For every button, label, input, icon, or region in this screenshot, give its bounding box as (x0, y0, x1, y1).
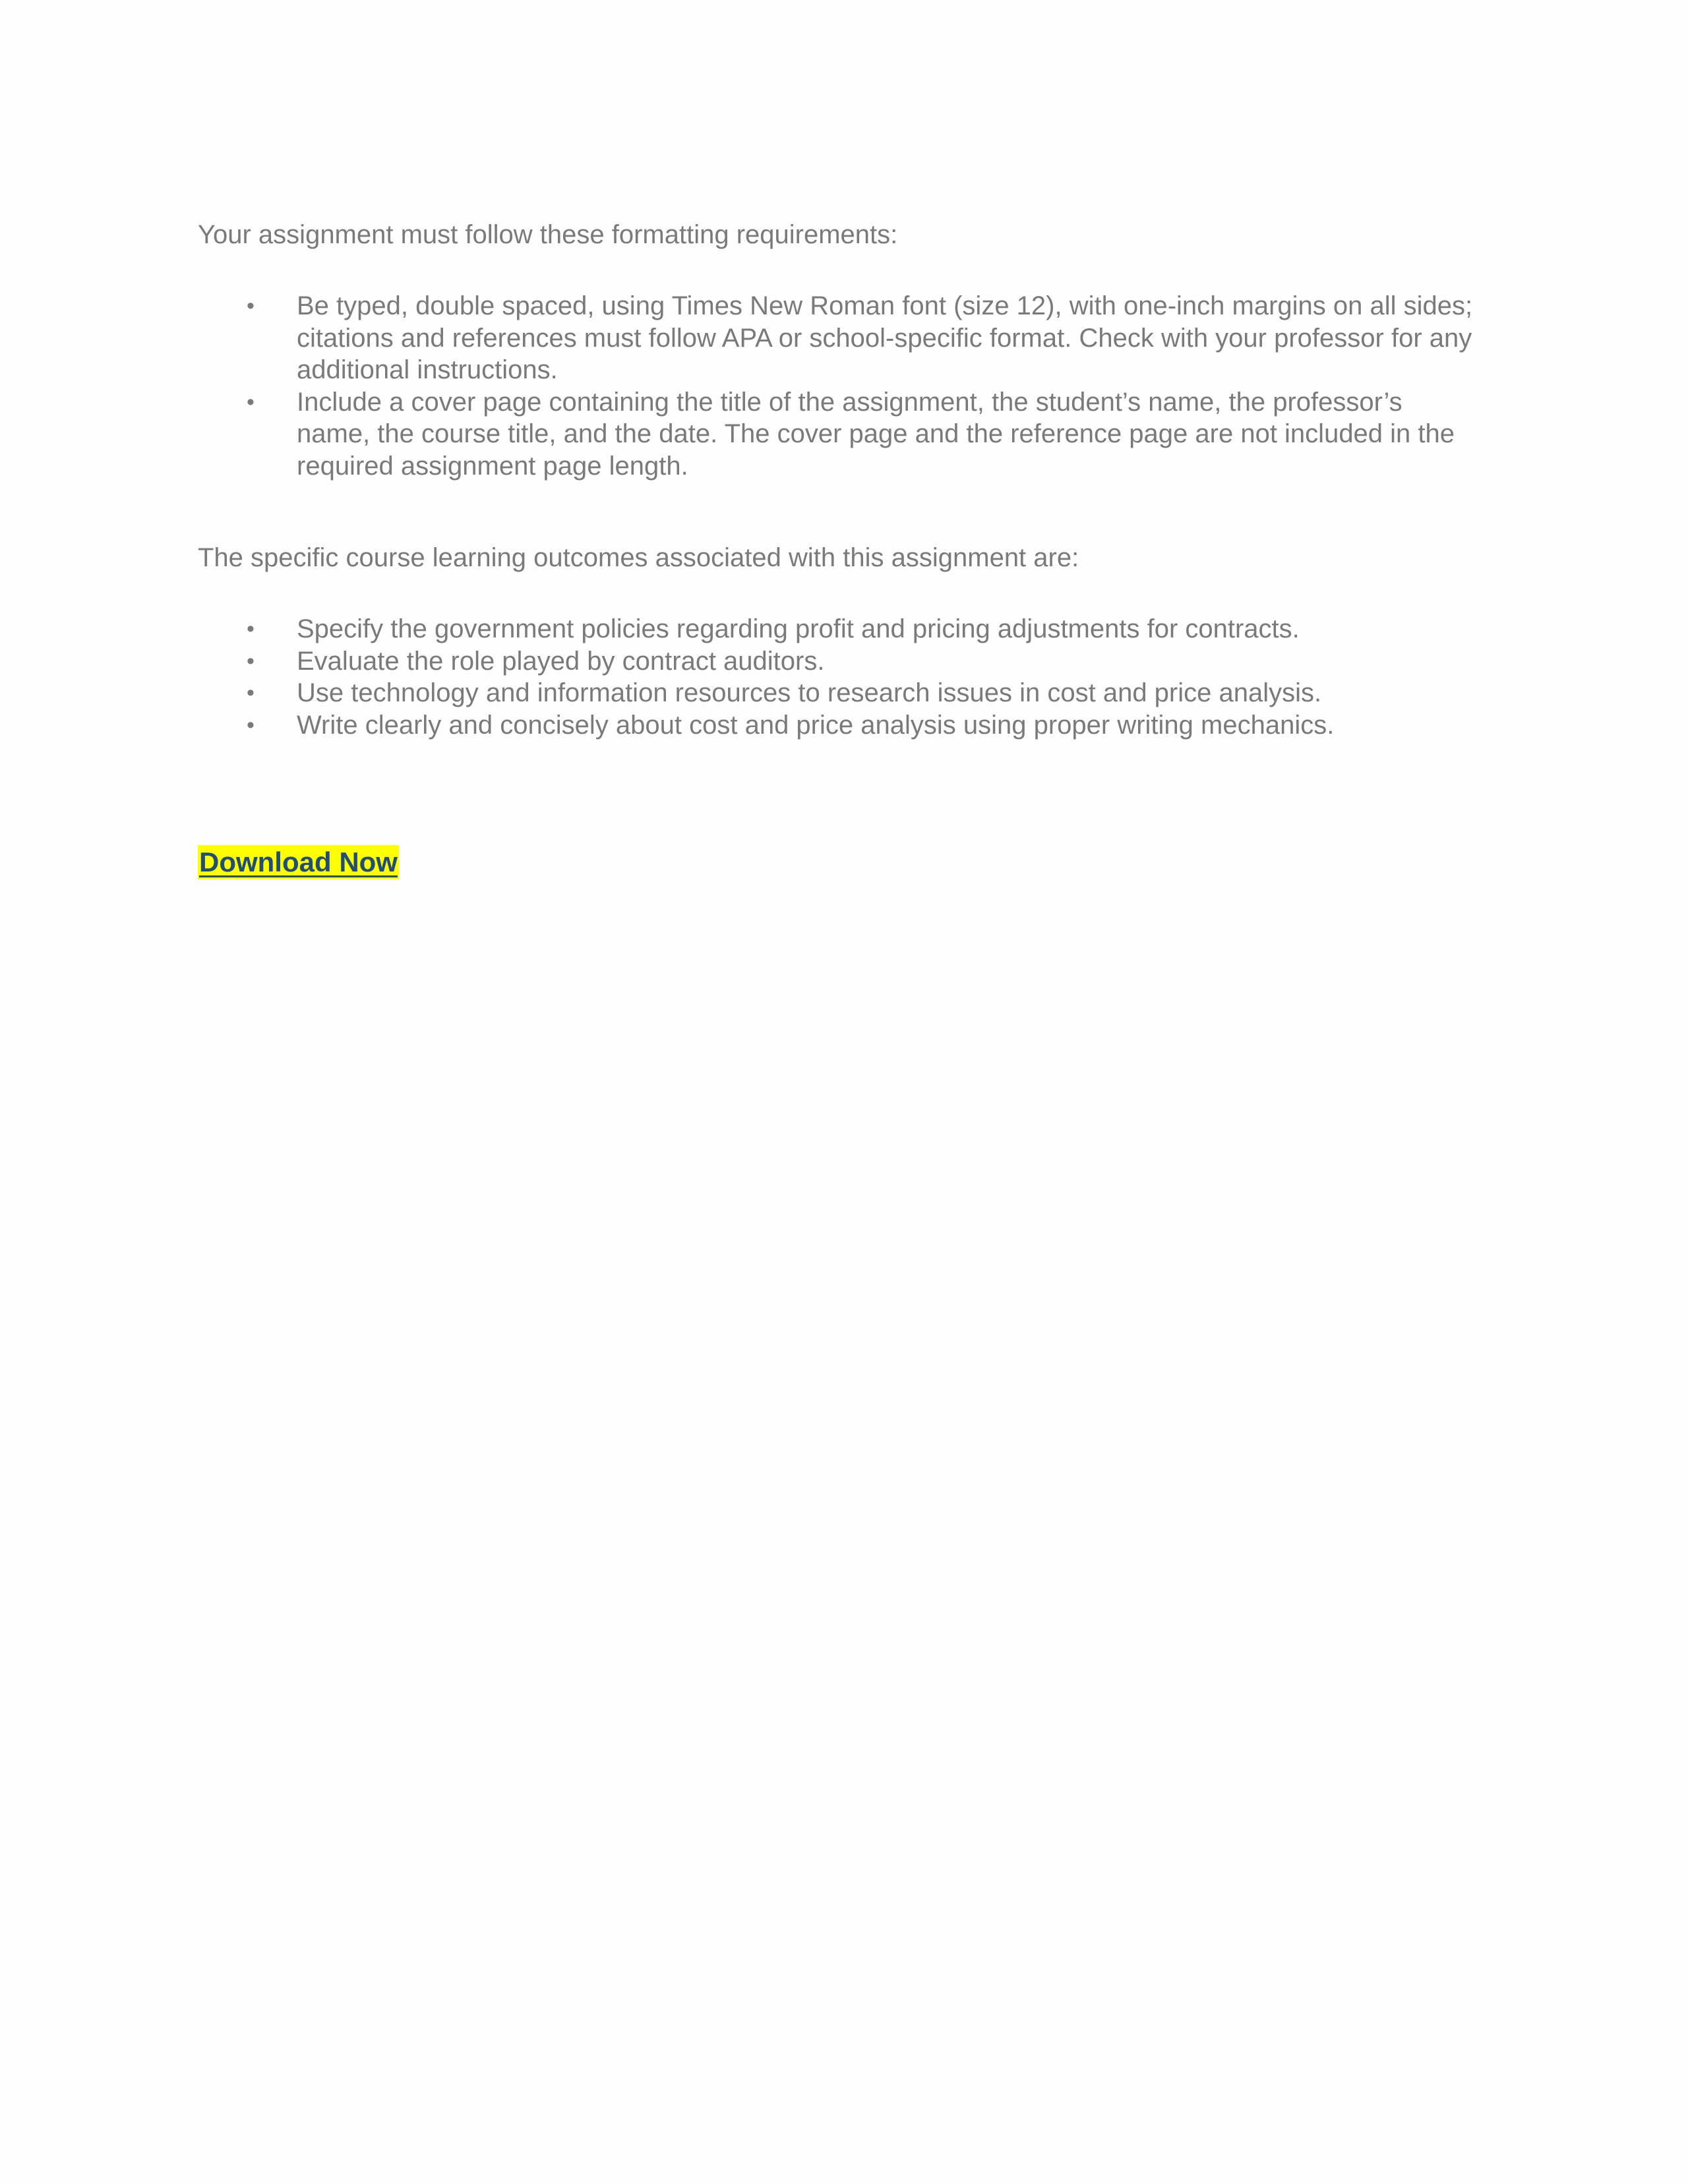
outcome-item: Specify the government policies regarding profit and pricing adjustments for contracts. (297, 614, 1300, 643)
bullet-icon: • (247, 389, 255, 415)
list-item (198, 645, 1477, 678)
list-item (198, 709, 1477, 742)
outcomes-intro: The specific course learning outcomes associated with this assignment are: (198, 543, 1079, 572)
formatting-item-cover-page: Include a cover page containing the title of the assignment, the student’s name, the professor’s name, the course title, and the date. The cover page and the reference page are not included in the required assignment page length. (297, 387, 1455, 481)
outcome-item: Write clearly and concisely about cost and price analysis using proper writing mechanics. (297, 710, 1335, 740)
formatting-requirements-list (198, 290, 1477, 482)
bullet-icon: • (247, 293, 255, 318)
download-now-link[interactable]: Download Now (198, 845, 399, 879)
bullet-icon: • (247, 680, 255, 705)
outcome-item: Evaluate the role played by contract auditors. (297, 646, 825, 676)
list-item (198, 613, 1477, 645)
list-item (198, 386, 1477, 483)
list-item (198, 290, 1477, 386)
bullet-icon: • (247, 648, 255, 674)
formatting-item-typing: Be typed, double spaced, using Times New Roman font (size 12), with one-inch margins on all sides; citations and references must follow APA or school-specific format. Check with your professor for any additional instructions. (297, 291, 1473, 384)
bullet-icon: • (247, 712, 255, 738)
formatting-intro: Your assignment must follow these formatting requirements: (198, 220, 898, 249)
learning-outcomes-list (198, 613, 1477, 741)
outcome-item: Use technology and information resources to research issues in cost and price analysis. (297, 678, 1322, 707)
bullet-icon: • (247, 616, 255, 641)
list-item (198, 677, 1477, 709)
